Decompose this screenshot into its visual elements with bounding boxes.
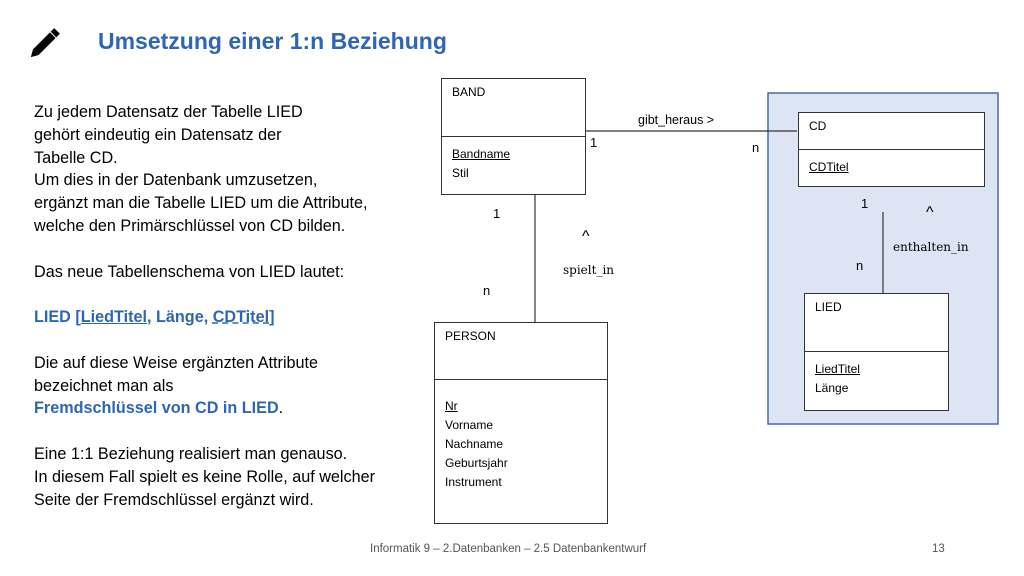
entity-attr: Vorname <box>445 418 494 432</box>
entity-key: CDTitel <box>809 159 849 174</box>
text-line: Eine 1:1 Beziehung realisiert man genauso. <box>34 444 348 463</box>
text-line: Tabelle CD. <box>34 148 118 167</box>
cardinality-label: n <box>856 258 864 273</box>
relation-arrow-spielt-in: ^ <box>582 228 590 245</box>
text-line: Um dies in der Datenbank umzusetzen, <box>34 171 318 190</box>
entity-attr: Stil <box>452 165 469 180</box>
cardinality-label: 1 <box>590 135 598 150</box>
entity-attr: Instrument <box>445 475 502 489</box>
entity-lied <box>804 293 949 411</box>
entity-key: LiedTitel <box>815 362 860 376</box>
primary-key: LiedTitel <box>80 308 148 327</box>
entity-person <box>434 322 608 524</box>
text-line: gehört eindeutig ein Datensatz der <box>34 125 282 144</box>
relation-label-spielt-in: spielt_in <box>563 263 615 277</box>
cardinality-label: 1 <box>493 206 501 221</box>
entity-name: BAND <box>442 79 585 137</box>
entity-band <box>441 78 586 195</box>
entity-name: CD <box>799 113 984 150</box>
schema-line: LIED [LiedTitel, Länge, CDTitel] <box>34 308 275 327</box>
relation-label-enthalten-in: enthalten_in <box>893 240 969 254</box>
text-line: ergänzt man die Tabelle LIED um die Attribute, <box>34 194 368 213</box>
text-line: Fremdschlüssel von CD in LIED. <box>34 399 284 418</box>
text-line: Das neue Tabellenschema von LIED lautet: <box>34 262 345 281</box>
entity-attr: Geburtsjahr <box>445 456 508 470</box>
cardinality-label: n <box>752 140 760 155</box>
footer-text: Informatik 9 – 2.Datenbanken – 2.5 Datenbankentwurf <box>370 543 647 555</box>
text-line: Zu jedem Datensatz der Tabelle LIED <box>34 103 303 121</box>
entity-name: LIED <box>805 294 948 352</box>
relation-label-gibt-heraus: gibt_heraus > <box>638 113 715 127</box>
text-line: Seite der Fremdschlüssel ergänzt wird. <box>34 490 314 509</box>
page-number: 13 <box>932 543 945 555</box>
cardinality-label: n <box>483 283 491 298</box>
foreign-key: CDTitel <box>212 308 270 327</box>
entity-attr: Länge <box>815 381 849 395</box>
entity-name: PERSON <box>435 323 607 380</box>
cardinality-label: 1 <box>861 196 869 211</box>
text-line: bezeichnet man als <box>34 376 174 395</box>
text-line: welche den Primärschlüssel von CD bilden. <box>34 216 346 235</box>
page-title: Umsetzung einer 1:n Beziehung <box>98 28 447 54</box>
relation-arrow-enthalten-in: ^ <box>926 204 934 221</box>
entity-key: Bandname <box>452 146 511 161</box>
entity-attr: Nachname <box>445 437 504 451</box>
text-line: In diesem Fall spielt es keine Rolle, auf welcher <box>34 467 375 486</box>
foreign-key-term: Fremdschlüssel von CD in LIED <box>34 399 279 418</box>
text-line: Die auf diese Weise ergänzten Attribute <box>34 353 319 372</box>
entity-key: Nr <box>445 399 458 413</box>
entity-cd <box>798 112 985 187</box>
